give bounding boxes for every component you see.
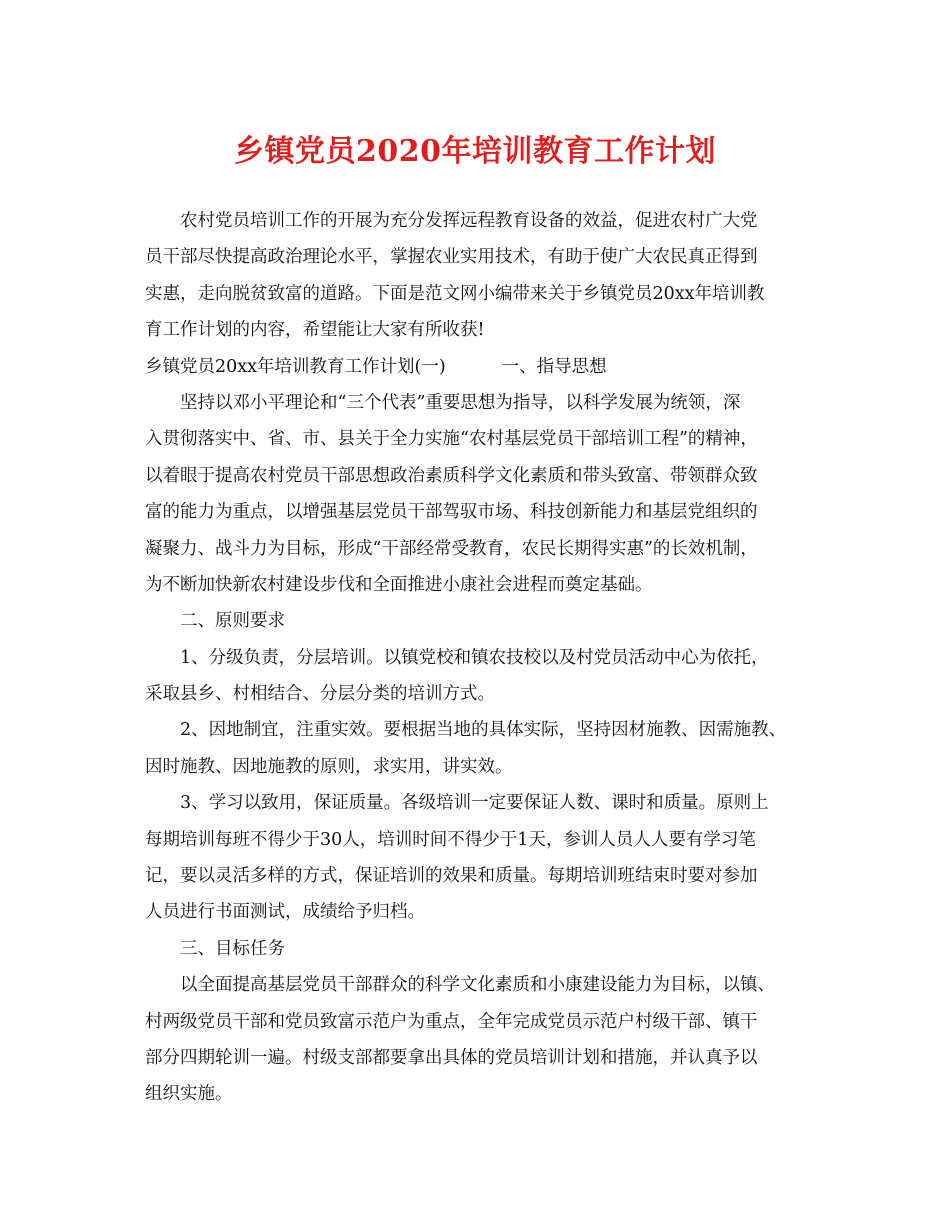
paragraph-line: 富的能力为重点，以增强基层党员干部驾驭市场、科技创新能力和基层党组织的	[145, 502, 758, 523]
paragraph-line: 育工作计划的内容，希望能让大家有所收获!	[145, 320, 485, 341]
paragraph-line: 为不断加快新农村建设步伐和全面推进小康社会进程而奠定基础。	[145, 574, 653, 595]
paragraph-line: 2、因地制宜，注重实效。要根据当地的具体实际，坚持因材施教、因需施教、	[180, 720, 787, 741]
paragraph-line: 采取县乡、村相结合、分层分类的培训方式。	[145, 684, 495, 705]
paragraph-line: 村两级党员干部和党员致富示范户为重点，全年完成党员示范户村级干部、镇干	[145, 1011, 758, 1032]
section-heading: 三、目标任务	[180, 938, 285, 959]
section-heading-line	[145, 349, 825, 385]
paragraph-line: 以全面提高基层党员干部群众的科学文化素质和小康建设能力为目标，以镇、	[180, 975, 775, 996]
paragraph-line: 员干部尽快提高政治理论水平，掌握农业实用技术，有助于使广大农民真正得到	[145, 247, 758, 268]
section-heading: 一、指导思想	[501, 356, 607, 377]
paragraph-line: 组织实施。	[145, 1084, 233, 1105]
document-body	[145, 203, 825, 1113]
paragraph-line: 记，要以灵活多样的方式，保证培训的效果和质量。每期培训班结束时要对参加	[145, 866, 758, 887]
document-title: 乡镇党员2020年培训教育工作计划	[234, 134, 716, 169]
paragraph-line: 1、分级负责，分层培训。以镇党校和镇农技校以及村党员活动中心为依托，	[180, 647, 769, 668]
paragraph-line: 3、学习以致用，保证质量。各级培训一定要保证人数、课时和质量。原则上	[180, 793, 769, 814]
paragraph-line: 入贯彻落实中、省、市、县关于全力实施“农村基层党员干部培训工程”的精神，	[145, 429, 758, 450]
paragraph-line: 农村党员培训工作的开展为充分发挥远程教育设备的效益，促进农村广大党	[180, 211, 758, 231]
paragraph-line: 每期培训每班不得少于30人，培训时间不得少于1天，参训人员人人要有学习笔	[145, 829, 756, 850]
paragraph-line: 人员进行书面测试，成绩给予归档。	[145, 902, 425, 923]
paragraph-line: 凝聚力、战斗力为目标，形成“干部经常受教育，农民长期得实惠”的长效机制，	[145, 538, 758, 559]
section-heading: 二、原则要求	[180, 611, 285, 632]
paragraph-line: 以着眼于提高农村党员干部思想政治素质科学文化素质和带头致富、带领群众致	[145, 465, 758, 486]
plan-subtitle: 乡镇党员20xx年培训教育工作计划(一)	[145, 356, 446, 377]
paragraph-line: 实惠，走向脱贫致富的道路。下面是范文网小编带来关于乡镇党员20xx年培训教	[145, 283, 765, 304]
paragraph-line: 部分四期轮训一遍。村级支部都要拿出具体的党员培训计划和措施，并认真予以	[145, 1047, 758, 1068]
paragraph-line: 坚持以邓小平理论和“三个代表”重要思想为指导，以科学发展为统领，深	[180, 392, 741, 413]
paragraph-line: 因时施教、因地施教的原则，求实用，讲实效。	[145, 756, 513, 777]
